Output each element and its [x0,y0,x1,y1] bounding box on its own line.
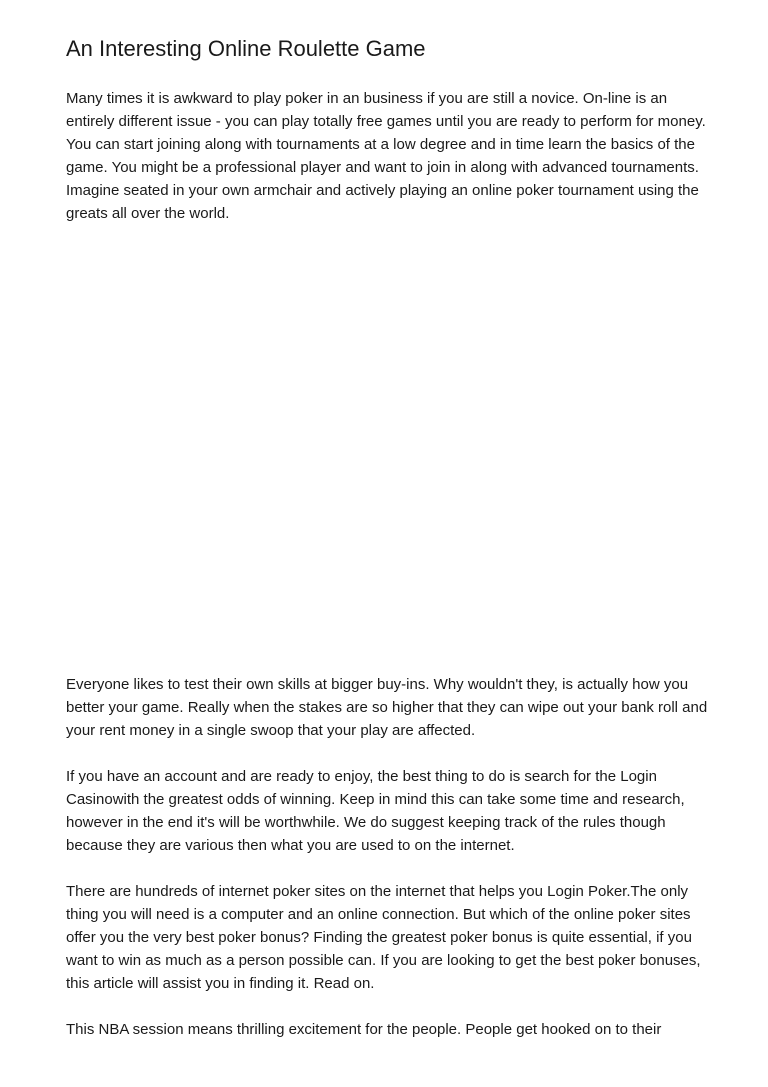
paragraph-4: There are hundreds of internet poker sites on the internet that helps you Login Poker.The only thing you will need is a computer and an online connection. But which of the online poker sites offer you the very best poker bonus? Finding the greatest poker bonus is quite essential, if you want to win as much as a person possible can. If you are looking to get the best poker bonuses, this article will assist you in finding it. Read on. [66,883,701,992]
paragraph-1: Many times it is awkward to play poker in an business if you are still a novice. On-line is an entirely different issue - you can play totally free games until you are ready to perform for money. You can start joining along with tournaments at a low degree and in time learn the basics of the game. You might be a professional player and want to join in along with advanced tournaments. Imagine seated in your own armchair and actively playing an online poker tournament using the greats all over the world. [66,90,706,222]
paragraph-3: If you have an account and are ready to enjoy, the best thing to do is search for the Login Casinowith the greatest odds of winning. Keep in mind this can take some time and research, however in the end it's will be worthwhile. We do suggest keeping track of the rules though because they are various then what you are used to on the internet. [66,768,685,854]
paragraph-5: This NBA session means thrilling excitement for the people. People get hooked on to their [66,1021,662,1038]
paragraph-2: Everyone likes to test their own skills at bigger buy-ins. Why wouldn't they, is actually how you better your game. Really when the stakes are so higher that they can wipe out your bank roll and your rent money in a single swoop that your play are affected. [66,676,708,739]
page-title: An Interesting Online Roulette Game [66,36,426,61]
